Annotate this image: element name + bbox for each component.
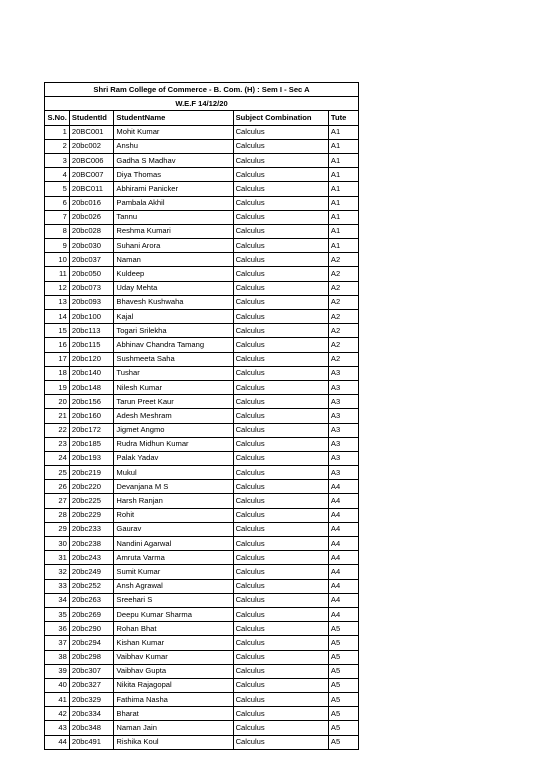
- cell-subject: Calculus: [233, 366, 328, 380]
- cell-student-name: Gadha S Madhav: [114, 153, 233, 167]
- cell-tute: A4: [328, 494, 358, 508]
- header-student-name: StudentName: [114, 111, 233, 125]
- cell-student-id: 20bc307: [69, 664, 114, 678]
- cell-subject: Calculus: [233, 480, 328, 494]
- sheet-subtitle: W.E.F 14/12/20: [45, 97, 359, 111]
- cell-subject: Calculus: [233, 593, 328, 607]
- cell-student-name: Abhinav Chandra Tamang: [114, 338, 233, 352]
- cell-tute: A5: [328, 622, 358, 636]
- cell-student-id: 20bc115: [69, 338, 114, 352]
- cell-sno: 6: [45, 196, 70, 210]
- table-row: [45, 565, 359, 579]
- table-row: [45, 664, 359, 678]
- cell-subject: Calculus: [233, 451, 328, 465]
- table-row: [45, 224, 359, 238]
- cell-sno: 38: [45, 650, 70, 664]
- table-row: [45, 451, 359, 465]
- cell-tute: A5: [328, 678, 358, 692]
- cell-sno: 16: [45, 338, 70, 352]
- cell-tute: A1: [328, 210, 358, 224]
- cell-tute: A1: [328, 196, 358, 210]
- cell-student-id: 20bc252: [69, 579, 114, 593]
- cell-student-name: Kajal: [114, 310, 233, 324]
- cell-subject: Calculus: [233, 693, 328, 707]
- cell-student-id: 20bc185: [69, 437, 114, 451]
- cell-subject: Calculus: [233, 579, 328, 593]
- cell-subject: Calculus: [233, 267, 328, 281]
- table-row: [45, 380, 359, 394]
- title-row: [45, 83, 359, 97]
- cell-student-id: 20bc219: [69, 466, 114, 480]
- cell-tute: A5: [328, 650, 358, 664]
- cell-sno: 8: [45, 224, 70, 238]
- cell-student-name: Diya Thomas: [114, 168, 233, 182]
- cell-student-name: Nandini Agarwal: [114, 537, 233, 551]
- header-sno: S.No.: [45, 111, 70, 125]
- cell-tute: A2: [328, 281, 358, 295]
- student-list-sheet: [44, 82, 359, 750]
- cell-student-name: Sumit Kumar: [114, 565, 233, 579]
- table-row: [45, 168, 359, 182]
- subtitle-row: [45, 97, 359, 111]
- cell-student-id: 20bc263: [69, 593, 114, 607]
- cell-student-name: Fathima Nasha: [114, 693, 233, 707]
- cell-student-name: Mohit Kumar: [114, 125, 233, 139]
- cell-student-id: 20bc229: [69, 508, 114, 522]
- cell-subject: Calculus: [233, 721, 328, 735]
- table-row: [45, 437, 359, 451]
- cell-tute: A5: [328, 693, 358, 707]
- table-row: [45, 125, 359, 139]
- cell-subject: Calculus: [233, 409, 328, 423]
- cell-sno: 25: [45, 466, 70, 480]
- cell-sno: 43: [45, 721, 70, 735]
- cell-tute: A4: [328, 537, 358, 551]
- cell-tute: A4: [328, 480, 358, 494]
- cell-tute: A5: [328, 636, 358, 650]
- cell-tute: A4: [328, 565, 358, 579]
- cell-student-name: Naman: [114, 253, 233, 267]
- table-row: [45, 593, 359, 607]
- cell-student-name: Amruta Varma: [114, 551, 233, 565]
- cell-tute: A5: [328, 735, 358, 749]
- cell-student-name: Anshu: [114, 139, 233, 153]
- cell-tute: A1: [328, 239, 358, 253]
- cell-tute: A2: [328, 295, 358, 309]
- cell-student-id: 20BC006: [69, 153, 114, 167]
- cell-student-id: 20bc156: [69, 395, 114, 409]
- cell-tute: A3: [328, 366, 358, 380]
- cell-sno: 5: [45, 182, 70, 196]
- header-subject: Subject Combination: [233, 111, 328, 125]
- cell-tute: A3: [328, 380, 358, 394]
- cell-subject: Calculus: [233, 182, 328, 196]
- table-row: [45, 423, 359, 437]
- cell-sno: 35: [45, 607, 70, 621]
- cell-sno: 15: [45, 324, 70, 338]
- cell-subject: Calculus: [233, 636, 328, 650]
- cell-subject: Calculus: [233, 607, 328, 621]
- table-row: [45, 295, 359, 309]
- table-row: [45, 650, 359, 664]
- cell-tute: A3: [328, 466, 358, 480]
- cell-sno: 22: [45, 423, 70, 437]
- table-row: [45, 579, 359, 593]
- cell-sno: 29: [45, 522, 70, 536]
- cell-student-id: 20bc327: [69, 678, 114, 692]
- table-row: [45, 707, 359, 721]
- cell-subject: Calculus: [233, 239, 328, 253]
- cell-student-name: Vaibhav Kumar: [114, 650, 233, 664]
- cell-sno: 2: [45, 139, 70, 153]
- cell-student-name: Pambala Akhil: [114, 196, 233, 210]
- cell-sno: 31: [45, 551, 70, 565]
- cell-subject: Calculus: [233, 324, 328, 338]
- cell-subject: Calculus: [233, 281, 328, 295]
- cell-student-name: Bharat: [114, 707, 233, 721]
- cell-student-id: 20BC001: [69, 125, 114, 139]
- cell-student-name: Togari Srilekha: [114, 324, 233, 338]
- table-row: [45, 153, 359, 167]
- cell-student-id: 20bc093: [69, 295, 114, 309]
- cell-sno: 27: [45, 494, 70, 508]
- cell-student-name: Rohit: [114, 508, 233, 522]
- cell-student-name: Palak Yadav: [114, 451, 233, 465]
- cell-tute: A1: [328, 168, 358, 182]
- cell-sno: 42: [45, 707, 70, 721]
- cell-subject: Calculus: [233, 352, 328, 366]
- cell-student-name: Kishan Kumar: [114, 636, 233, 650]
- cell-tute: A5: [328, 664, 358, 678]
- table-row: [45, 537, 359, 551]
- cell-subject: Calculus: [233, 551, 328, 565]
- cell-student-id: 20bc334: [69, 707, 114, 721]
- cell-tute: A2: [328, 253, 358, 267]
- cell-subject: Calculus: [233, 295, 328, 309]
- cell-sno: 7: [45, 210, 70, 224]
- cell-sno: 33: [45, 579, 70, 593]
- cell-sno: 40: [45, 678, 70, 692]
- cell-student-name: Kuldeep: [114, 267, 233, 281]
- cell-sno: 44: [45, 735, 70, 749]
- cell-subject: Calculus: [233, 224, 328, 238]
- table-row: [45, 253, 359, 267]
- cell-sno: 3: [45, 153, 70, 167]
- table-row: [45, 622, 359, 636]
- cell-student-name: Naman Jain: [114, 721, 233, 735]
- cell-student-id: 20bc037: [69, 253, 114, 267]
- cell-student-id: 20bc238: [69, 537, 114, 551]
- cell-student-id: 20bc298: [69, 650, 114, 664]
- cell-tute: A4: [328, 579, 358, 593]
- cell-sno: 21: [45, 409, 70, 423]
- cell-student-id: 20bc160: [69, 409, 114, 423]
- cell-student-id: 20bc148: [69, 380, 114, 394]
- cell-tute: A3: [328, 437, 358, 451]
- cell-student-name: Adesh Meshram: [114, 409, 233, 423]
- cell-student-name: Gaurav: [114, 522, 233, 536]
- cell-subject: Calculus: [233, 466, 328, 480]
- cell-subject: Calculus: [233, 664, 328, 678]
- cell-tute: A4: [328, 522, 358, 536]
- sheet-title: Shri Ram College of Commerce - B. Com. (H) : Sem I - Sec A: [45, 83, 359, 97]
- cell-student-id: 20bc225: [69, 494, 114, 508]
- cell-student-name: Sreehari S: [114, 593, 233, 607]
- cell-tute: A1: [328, 182, 358, 196]
- cell-student-id: 20bc028: [69, 224, 114, 238]
- cell-sno: 1: [45, 125, 70, 139]
- table-row: [45, 508, 359, 522]
- cell-student-name: Nikita Rajagopal: [114, 678, 233, 692]
- cell-student-name: Tushar: [114, 366, 233, 380]
- cell-subject: Calculus: [233, 310, 328, 324]
- cell-sno: 11: [45, 267, 70, 281]
- cell-tute: A4: [328, 607, 358, 621]
- cell-tute: A3: [328, 423, 358, 437]
- cell-student-name: Deepu Kumar Sharma: [114, 607, 233, 621]
- cell-subject: Calculus: [233, 537, 328, 551]
- table-row: [45, 494, 359, 508]
- table-row: [45, 735, 359, 749]
- cell-sno: 28: [45, 508, 70, 522]
- cell-subject: Calculus: [233, 338, 328, 352]
- cell-student-name: Uday Mehta: [114, 281, 233, 295]
- cell-sno: 41: [45, 693, 70, 707]
- cell-student-name: Devanjana M S: [114, 480, 233, 494]
- table-row: [45, 636, 359, 650]
- cell-sno: 18: [45, 366, 70, 380]
- cell-student-id: 20bc220: [69, 480, 114, 494]
- cell-subject: Calculus: [233, 735, 328, 749]
- cell-student-name: Reshma Kumari: [114, 224, 233, 238]
- cell-sno: 32: [45, 565, 70, 579]
- cell-tute: A3: [328, 451, 358, 465]
- cell-sno: 23: [45, 437, 70, 451]
- cell-student-id: 20bc294: [69, 636, 114, 650]
- table-row: [45, 678, 359, 692]
- cell-subject: Calculus: [233, 380, 328, 394]
- cell-sno: 30: [45, 537, 70, 551]
- cell-sno: 34: [45, 593, 70, 607]
- cell-subject: Calculus: [233, 210, 328, 224]
- table-row: [45, 196, 359, 210]
- cell-sno: 9: [45, 239, 70, 253]
- cell-subject: Calculus: [233, 196, 328, 210]
- table-row: [45, 409, 359, 423]
- table-row: [45, 310, 359, 324]
- cell-subject: Calculus: [233, 622, 328, 636]
- cell-student-id: 20bc172: [69, 423, 114, 437]
- cell-subject: Calculus: [233, 522, 328, 536]
- table-row: [45, 182, 359, 196]
- table-row: [45, 352, 359, 366]
- table-row: [45, 480, 359, 494]
- cell-subject: Calculus: [233, 125, 328, 139]
- cell-student-id: 20bc290: [69, 622, 114, 636]
- cell-student-id: 20BC011: [69, 182, 114, 196]
- cell-tute: A2: [328, 310, 358, 324]
- cell-student-id: 20bc026: [69, 210, 114, 224]
- cell-subject: Calculus: [233, 395, 328, 409]
- cell-student-id: 20bc193: [69, 451, 114, 465]
- table-row: [45, 395, 359, 409]
- cell-subject: Calculus: [233, 678, 328, 692]
- cell-tute: A1: [328, 224, 358, 238]
- cell-tute: A5: [328, 707, 358, 721]
- cell-tute: A5: [328, 721, 358, 735]
- cell-tute: A2: [328, 352, 358, 366]
- cell-tute: A1: [328, 125, 358, 139]
- header-student-id: StudentId: [69, 111, 114, 125]
- cell-subject: Calculus: [233, 139, 328, 153]
- cell-sno: 26: [45, 480, 70, 494]
- cell-sno: 24: [45, 451, 70, 465]
- cell-student-id: 20BC007: [69, 168, 114, 182]
- cell-student-name: Bhavesh Kushwaha: [114, 295, 233, 309]
- cell-student-id: 20bc269: [69, 607, 114, 621]
- cell-student-name: Abhirami Panicker: [114, 182, 233, 196]
- cell-student-id: 20bc140: [69, 366, 114, 380]
- table-row: [45, 693, 359, 707]
- cell-tute: A1: [328, 153, 358, 167]
- cell-tute: A4: [328, 508, 358, 522]
- cell-student-name: Tarun Preet Kaur: [114, 395, 233, 409]
- cell-student-id: 20bc243: [69, 551, 114, 565]
- table-row: [45, 551, 359, 565]
- cell-sno: 36: [45, 622, 70, 636]
- cell-sno: 39: [45, 664, 70, 678]
- cell-student-name: Tannu: [114, 210, 233, 224]
- cell-student-name: Harsh Ranjan: [114, 494, 233, 508]
- cell-student-name: Suhani Arora: [114, 239, 233, 253]
- cell-student-name: Mukul: [114, 466, 233, 480]
- cell-subject: Calculus: [233, 707, 328, 721]
- cell-student-name: Jigmet Angmo: [114, 423, 233, 437]
- cell-student-name: Nilesh Kumar: [114, 380, 233, 394]
- cell-student-id: 20bc100: [69, 310, 114, 324]
- cell-tute: A4: [328, 593, 358, 607]
- cell-sno: 10: [45, 253, 70, 267]
- cell-student-id: 20bc491: [69, 735, 114, 749]
- table-row: [45, 721, 359, 735]
- table-row: [45, 607, 359, 621]
- cell-student-name: Vaibhav Gupta: [114, 664, 233, 678]
- header-row: [45, 111, 359, 125]
- cell-tute: A1: [328, 139, 358, 153]
- table-row: [45, 338, 359, 352]
- cell-sno: 17: [45, 352, 70, 366]
- table-row: [45, 281, 359, 295]
- cell-sno: 13: [45, 295, 70, 309]
- cell-student-id: 20bc120: [69, 352, 114, 366]
- cell-sno: 37: [45, 636, 70, 650]
- cell-tute: A2: [328, 267, 358, 281]
- cell-student-id: 20bc348: [69, 721, 114, 735]
- cell-student-id: 20bc329: [69, 693, 114, 707]
- cell-student-name: Ansh Agrawal: [114, 579, 233, 593]
- cell-tute: A3: [328, 409, 358, 423]
- table-row: [45, 267, 359, 281]
- cell-student-id: 20bc050: [69, 267, 114, 281]
- cell-subject: Calculus: [233, 253, 328, 267]
- cell-subject: Calculus: [233, 423, 328, 437]
- cell-subject: Calculus: [233, 508, 328, 522]
- cell-tute: A4: [328, 551, 358, 565]
- cell-sno: 4: [45, 168, 70, 182]
- cell-sno: 20: [45, 395, 70, 409]
- table-row: [45, 522, 359, 536]
- cell-subject: Calculus: [233, 437, 328, 451]
- cell-sno: 19: [45, 380, 70, 394]
- student-table: [44, 82, 359, 750]
- cell-student-name: Rishika Koul: [114, 735, 233, 749]
- cell-student-name: Sushmeeta Saha: [114, 352, 233, 366]
- cell-tute: A2: [328, 338, 358, 352]
- table-row: [45, 366, 359, 380]
- cell-subject: Calculus: [233, 168, 328, 182]
- cell-sno: 12: [45, 281, 70, 295]
- table-row: [45, 466, 359, 480]
- cell-student-id: 20bc249: [69, 565, 114, 579]
- cell-student-id: 20bc030: [69, 239, 114, 253]
- table-row: [45, 239, 359, 253]
- table-row: [45, 139, 359, 153]
- cell-tute: A3: [328, 395, 358, 409]
- cell-tute: A2: [328, 324, 358, 338]
- cell-subject: Calculus: [233, 565, 328, 579]
- cell-student-id: 20bc233: [69, 522, 114, 536]
- cell-sno: 14: [45, 310, 70, 324]
- table-row: [45, 324, 359, 338]
- table-row: [45, 210, 359, 224]
- cell-student-id: 20bc002: [69, 139, 114, 153]
- cell-student-id: 20bc113: [69, 324, 114, 338]
- cell-student-name: Rohan Bhat: [114, 622, 233, 636]
- cell-student-id: 20bc073: [69, 281, 114, 295]
- cell-subject: Calculus: [233, 153, 328, 167]
- cell-subject: Calculus: [233, 494, 328, 508]
- header-tute: Tute: [328, 111, 358, 125]
- cell-student-name: Rudra Midhun Kumar: [114, 437, 233, 451]
- cell-student-id: 20bc016: [69, 196, 114, 210]
- cell-subject: Calculus: [233, 650, 328, 664]
